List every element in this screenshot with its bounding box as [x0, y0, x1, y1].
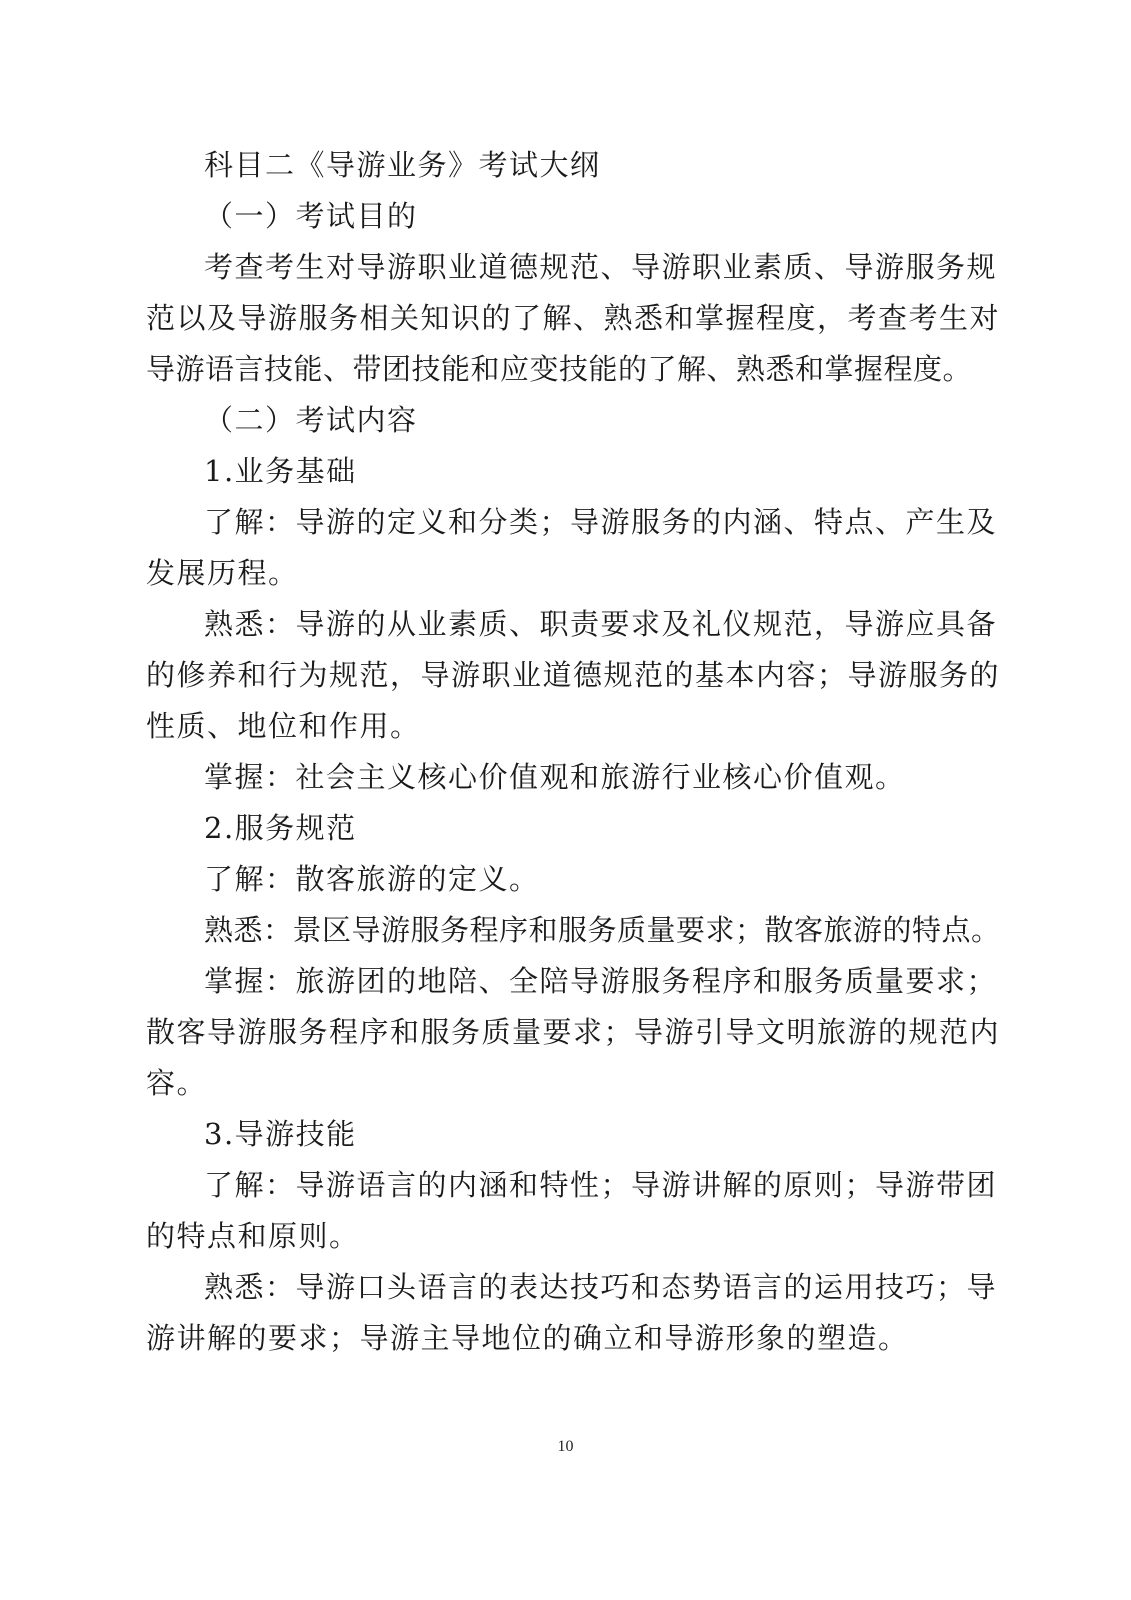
- paragraph-line: 考查考生对导游职业道德规范、导游职业素质、导游服务规: [204, 250, 998, 284]
- paragraph-line: 了解：导游语言的内涵和特性；导游讲解的原则；导游带团: [204, 1168, 998, 1202]
- paragraph-line: 性质、地位和作用。: [146, 709, 421, 743]
- page-number: 10: [557, 1438, 574, 1455]
- paragraph-line: 了解：散客旅游的定义。: [204, 862, 540, 896]
- paragraph-line: 游讲解的要求；导游主导地位的确立和导游形象的塑造。: [146, 1321, 909, 1355]
- paragraph-line: 范以及导游服务相关知识的了解、熟悉和掌握程度，考查考生对: [146, 301, 1001, 335]
- paragraph-line: 掌握：社会主义核心价值观和旅游行业核心价值观。: [204, 760, 906, 794]
- paragraph-line: 散客导游服务程序和服务质量要求；导游引导文明旅游的规范内: [146, 1015, 1001, 1049]
- section-title: 科目二《导游业务》考试大纲: [204, 148, 601, 182]
- subheading-service-standards: 2.服务规范: [204, 811, 357, 845]
- paragraph-line: 掌握：旅游团的地陪、全陪导游服务程序和服务质量要求；: [204, 964, 998, 998]
- heading-exam-purpose: （一）考试目的: [204, 199, 418, 233]
- paragraph-line: 的修养和行为规范，导游职业道德规范的基本内容；导游服务的: [146, 658, 1001, 692]
- paragraph-line: 熟悉：导游的从业素质、职责要求及礼仪规范，导游应具备: [204, 607, 998, 641]
- paragraph-line: 了解：导游的定义和分类；导游服务的内涵、特点、产生及: [204, 505, 998, 539]
- paragraph-line: 容。: [146, 1066, 208, 1100]
- paragraph-line: 的特点和原则。: [146, 1219, 360, 1253]
- paragraph-line: 熟悉：导游口头语言的表达技巧和态势语言的运用技巧；导: [204, 1270, 998, 1304]
- subheading-guiding-skills: 3.导游技能: [204, 1117, 357, 1151]
- paragraph-line: 发展历程。: [146, 556, 299, 590]
- paragraph-line: 熟悉：景区导游服务程序和服务质量要求；散客旅游的特点。: [204, 913, 1001, 947]
- page-body: [146, 140, 1001, 1364]
- subheading-business-basics: 1.业务基础: [204, 454, 357, 488]
- paragraph-line: 导游语言技能、带团技能和应变技能的了解、熟悉和掌握程度。: [146, 352, 973, 386]
- heading-exam-content: （二）考试内容: [204, 403, 418, 437]
